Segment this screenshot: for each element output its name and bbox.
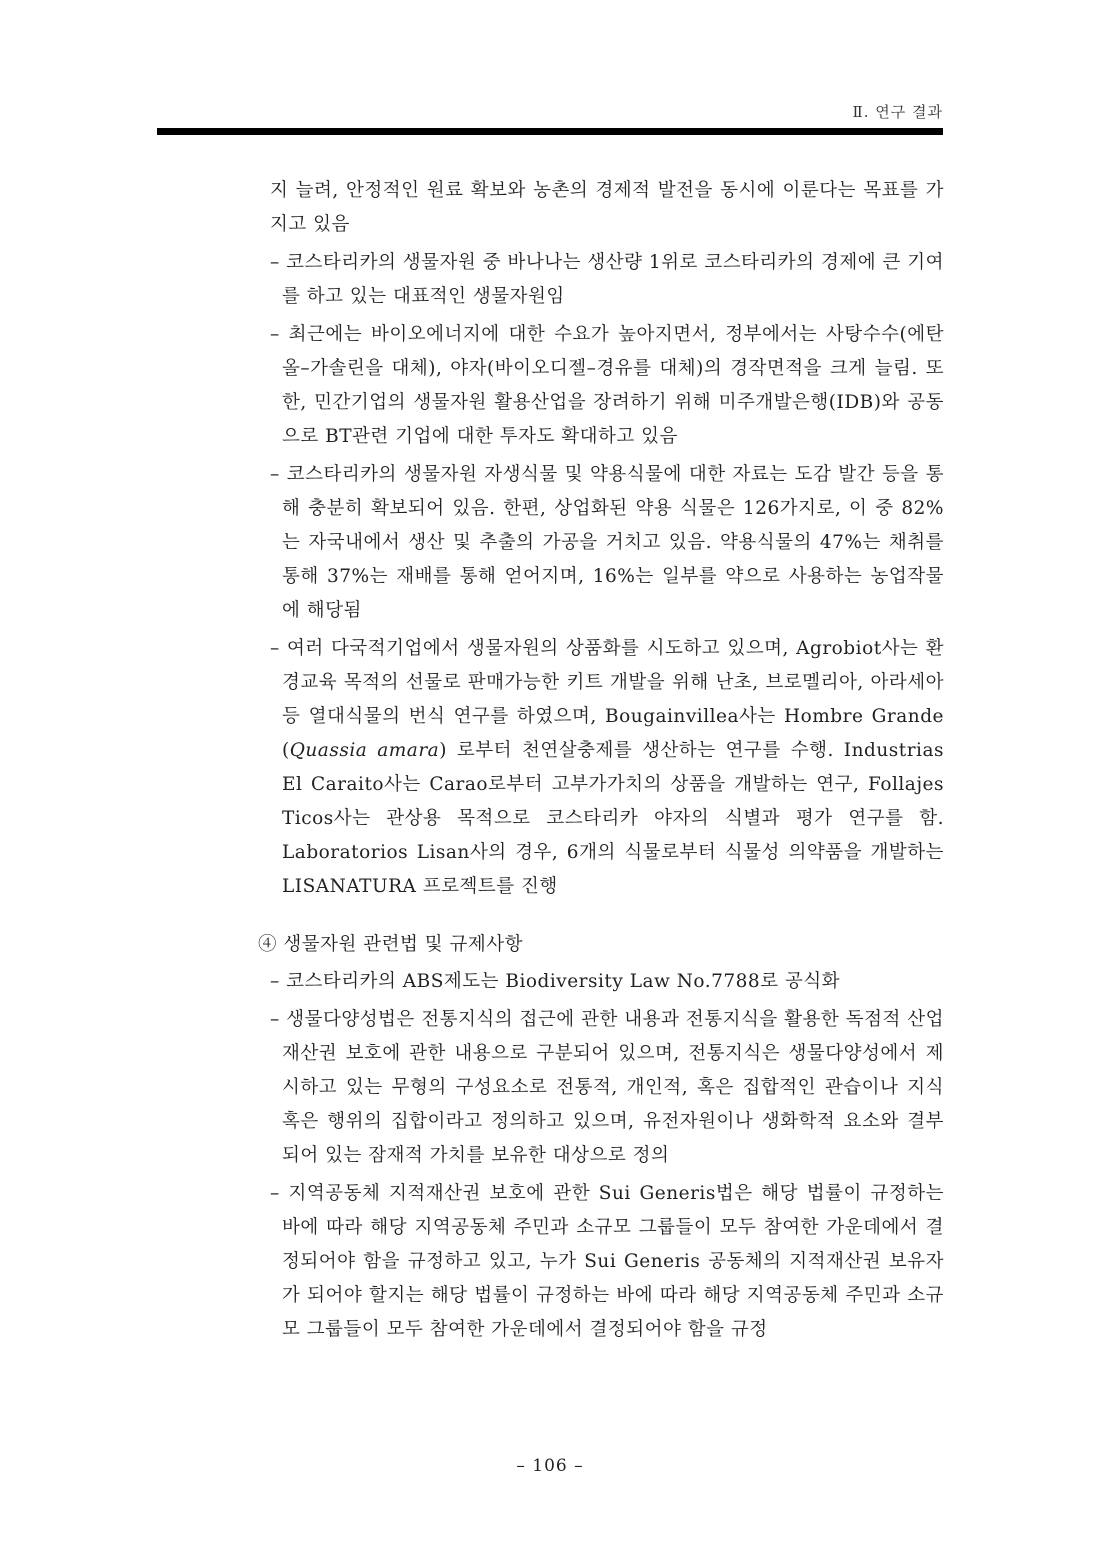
paragraph-text: 코스타리카의 ABS제도는 Biodiversity Law No.7788로 공식화 <box>286 971 841 992</box>
paragraph-text: 코스타리카의 생물자원 자생식물 및 약용식물에 대한 자료는 도감 발간 등을 통해 충분히 확보되어 있음. 한편, 상업화된 약용 식물은 126가지로, 이 중 82%는 자국내에서 생산 및 추출의 가공을 거치고 있음. 약용식물의 47%는 채취를 통해 37%는 재배를 통해 얻어지며, 16%는 일부를 약으로 사용하는 농업작물에 해당됨 <box>282 464 944 621</box>
section-heading: ④ 생물자원 관련법 및 규제사항 <box>258 934 523 955</box>
bullet-dash: – <box>270 971 287 992</box>
paragraph-text: 지 늘려, 안정적인 원료 확보와 농촌의 경제적 발전을 동시에 이룬다는 목표를 가지고 있음 <box>270 180 944 235</box>
paragraph-text: ) 로부터 천연살충제를 생산하는 연구를 수행. Industrias El Caraito사는 Carao로부터 고부가가치의 상품을 개발하는 연구, Follajes Ticos사는 관상용 목적으로 코스타리카 야자의 식별과 평가 연구를 함. Laboratorios Lisan사의 경우, 6개의 식물로부터 식물성 의약품을 개발하는 LISANATURA 프로젝트를 진행 <box>282 740 944 897</box>
continuation-paragraph <box>270 174 944 242</box>
bullet-paragraph <box>270 246 944 314</box>
running-header: Ⅱ. 연구 결과 <box>852 103 943 121</box>
bullet-paragraph <box>270 1003 944 1173</box>
bullet-dash: – <box>270 638 287 659</box>
paragraph-text: 코스타리카의 생물자원 중 바나나는 생산량 1위로 코스타리카의 경제에 큰 기여를 하고 있는 대표적인 생물자원임 <box>282 252 944 307</box>
bullet-dash: – <box>270 1009 287 1030</box>
bullet-paragraph <box>270 632 944 904</box>
body-text-top <box>270 174 944 908</box>
bullet-paragraph <box>270 965 944 999</box>
paragraph-text: 여러 다국적기업에서 생물자원의 상품화를 시도하고 있으며, Agrobiot사는 환경교육 목적의 선물로 판매가능한 키트 개발을 위해 난초, 브로멜리아, 아라세아 등 열대식물의 번식 연구를 하였으며, Bougainvillea사는 Hombre Grande ( <box>282 638 944 761</box>
page-number: – 106 – <box>516 1456 584 1476</box>
paragraph-text: 최근에는 바이오에너지에 대한 수요가 높아지면서, 정부에서는 사탕수수(에탄올–가솔린을 대체), 야자(바이오디젤–경유를 대체)의 경작면적을 크게 늘림. 또한, 민간기업의 생물자원 활용산업을 장려하기 위해 미주개발은행(IDB)와 공동으로 BT관련 기업에 대한 투자도 확대하고 있음 <box>282 324 944 447</box>
bullet-paragraph <box>270 1177 944 1347</box>
bullet-dash: – <box>270 464 287 485</box>
bullet-dash: – <box>270 252 287 273</box>
header-divider <box>157 128 943 135</box>
body-text-section4 <box>270 965 944 1351</box>
bullet-paragraph <box>270 318 944 454</box>
species-name: Quassia amara <box>289 740 440 761</box>
paragraph-text: 생물다양성법은 전통지식의 접근에 관한 내용과 전통지식을 활용한 독점적 산업재산권 보호에 관한 내용으로 구분되어 있으며, 전통지식은 생물다양성에서 제시하고 있는 무형의 구성요소로 전통적, 개인적, 혹은 집합적인 관습이나 지식 혹은 행위의 집합이라고 정의하고 있으며, 유전자원이나 생화학적 요소와 결부되어 있는 잠재적 가치를 보유한 대상으로 정의 <box>282 1009 944 1166</box>
paragraph-text: 지역공동체 지적재산권 보호에 관한 Sui Generis법은 해당 법률이 규정하는 바에 따라 해당 지역공동체 주민과 소규모 그룹들이 모두 참여한 가운데에서 결정되어야 함을 규정하고 있고, 누가 Sui Generis 공동체의 지적재산권 보유자가 되어야 할지는 해당 법률이 규정하는 바에 따라 해당 지역공동체 주민과 소규모 그룹들이 모두 참여한 가운데에서 결정되어야 함을 규정 <box>282 1183 944 1340</box>
bullet-dash: – <box>270 324 289 345</box>
bullet-dash: – <box>270 1183 289 1204</box>
bullet-paragraph <box>270 458 944 628</box>
